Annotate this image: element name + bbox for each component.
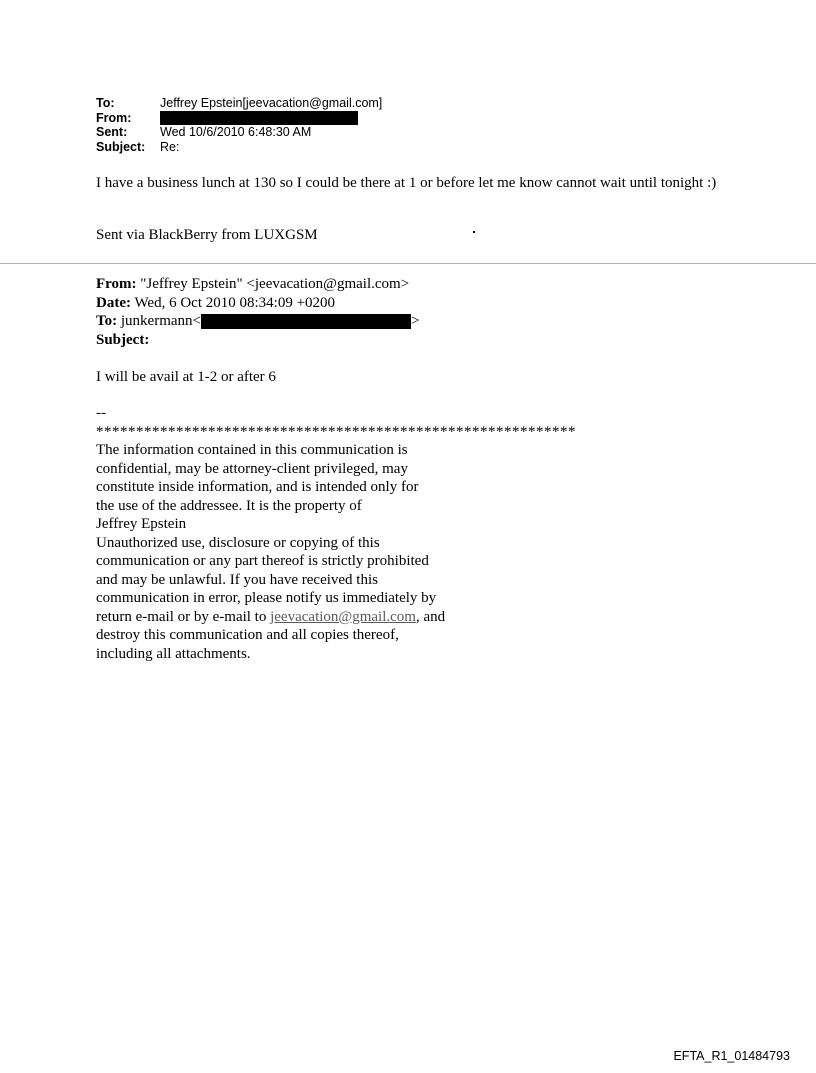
- subject-label: Subject:: [96, 139, 146, 154]
- original-body: I will be avail at 1-2 or after 6: [96, 369, 276, 385]
- signature-dashes: --: [96, 405, 106, 421]
- orig-to-close: >: [410, 313, 420, 329]
- orig-to-value: junkermann<: [120, 313, 201, 329]
- message-divider: [0, 263, 816, 264]
- orig-from-label: From:: [96, 276, 137, 292]
- orig-date-label: Date:: [96, 294, 131, 311]
- original-message-header: [96, 275, 419, 349]
- disclaimer-line: confidential, may be attorney-client privileged, may: [96, 460, 408, 477]
- signature-stars: ************************************************************: [96, 423, 576, 440]
- disclaimer-line: constitute inside information, and is intended only for: [96, 479, 419, 495]
- header-sent-row: [96, 125, 382, 140]
- email-link[interactable]: jeevacation@gmail.com: [270, 608, 416, 625]
- subject-value: Re:: [160, 139, 180, 154]
- disclaimer-line: Unauthorized use, disclosure or copying of this: [96, 534, 380, 551]
- from-label: From:: [96, 110, 132, 125]
- orig-from-value: "Jeffrey Epstein" <jeevacation@gmail.com>: [140, 276, 410, 292]
- document-id: EFTA_R1_01484793: [673, 1049, 790, 1063]
- orig-to-label: To:: [96, 313, 118, 329]
- orig-subject-row: [96, 331, 419, 350]
- disclaimer-link-line: [96, 608, 616, 627]
- orig-from-row: [96, 275, 419, 294]
- disclaimer-line: and may be unlawful. If you have received this: [96, 571, 378, 588]
- disclaimer: [96, 404, 616, 663]
- stray-dot: [473, 231, 475, 233]
- sent-label: Sent:: [96, 125, 128, 139]
- orig-subject-label: Subject:: [96, 331, 150, 348]
- orig-date-value: Wed, 6 Oct 2010 08:34:09 +0200: [134, 294, 336, 311]
- disclaimer-line: including all attachments.: [96, 645, 251, 662]
- reply-signature: Sent via BlackBerry from LUXGSM: [96, 227, 318, 243]
- disclaimer-line: The information contained in this communication is: [96, 442, 408, 458]
- disclaimer-line: Jeffrey Epstein: [96, 516, 187, 532]
- email-header: [96, 96, 382, 154]
- disclaimer-line: communication or any part thereof is strictly prohibited: [96, 553, 429, 569]
- reply-body: I have a business lunch at 130 so I could be there at 1 or before let me know cannot wait until tonight :): [96, 175, 717, 191]
- header-from-row: [96, 111, 382, 126]
- orig-to-row: [96, 312, 419, 331]
- to-value: Jeffrey Epstein[jeevacation@gmail.com]: [160, 96, 383, 110]
- disclaimer-link-post: , and: [415, 608, 446, 625]
- disclaimer-line: the use of the addressee. It is the property of: [96, 497, 362, 514]
- disclaimer-line: communication in error, please notify us immediately by: [96, 590, 437, 606]
- redaction-bar: [160, 111, 358, 125]
- sent-value: Wed 10/6/2010 6:48:30 AM: [160, 125, 312, 139]
- disclaimer-link-pre: return e-mail or by e-mail to: [96, 608, 271, 625]
- header-to-row: [96, 96, 382, 111]
- to-label: To:: [96, 96, 115, 110]
- disclaimer-line: destroy this communication and all copies thereof,: [96, 627, 399, 643]
- header-subject-row: [96, 140, 382, 155]
- orig-date-row: [96, 294, 419, 313]
- redaction-bar: [201, 314, 411, 329]
